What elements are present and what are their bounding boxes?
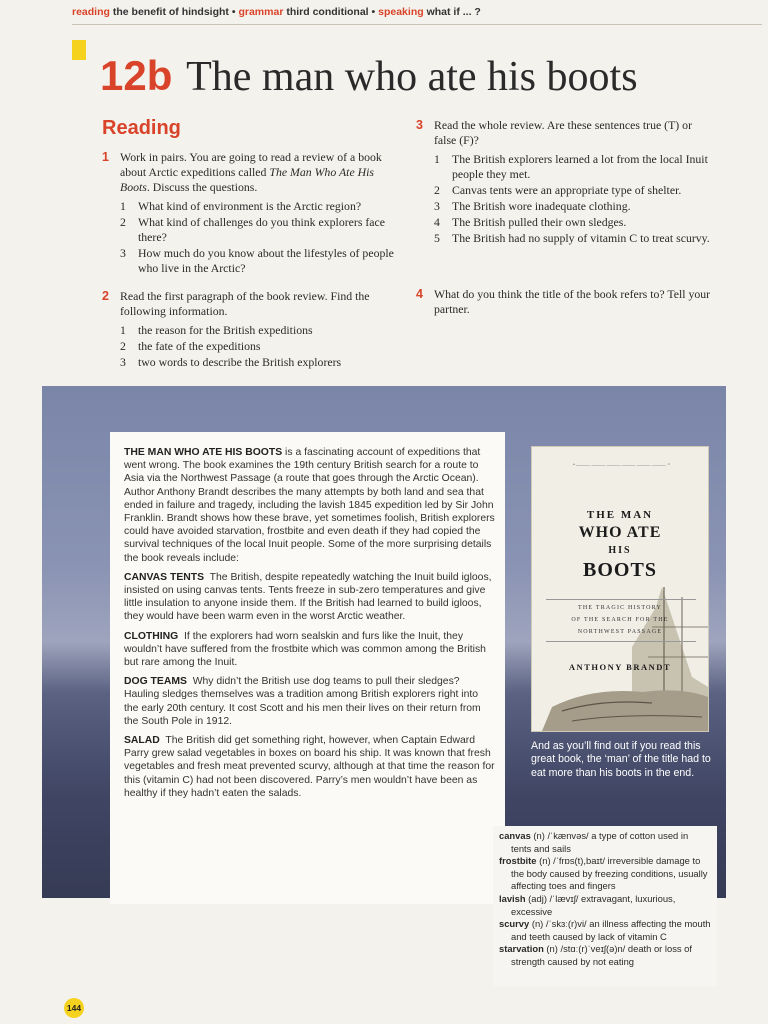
- review-text: If the explorers had worn sealskin and furs like the Inuit, they wouldn’t have suffered from the frostbite which was common among the British but rare among the Inuit.: [124, 630, 486, 669]
- photo-caption: And as you’ll find out if you read this great book, the ‘man’ of the title had to eat more than his boots in the end.: [531, 740, 711, 779]
- list-item: [120, 215, 402, 245]
- item-text: the fate of the expeditions: [138, 339, 261, 353]
- glossary-definition: (adj) /ˈlævɪʃ/ extravagant, luxurious, excessive: [511, 892, 676, 917]
- glossary-entry: [499, 830, 711, 855]
- review-text: Why didn’t the British use dog teams to pull their sledges? Hauling sledges themselves was a tradition among British explorers right into the early 20th century. It cost Scott and his men their lives on their return from the South Pole in 1912.: [124, 676, 481, 727]
- page-number: 144: [64, 998, 84, 1018]
- item-number: 3: [120, 246, 126, 260]
- glossary-entry: [499, 893, 711, 918]
- glossary-definition: (n) /ˈfrɒs(t),baɪt/ irreversible damage to the body caused by freezing conditions, usually affecting toes and fingers: [511, 855, 708, 892]
- cover-author: ANTHONY BRANDT: [568, 662, 672, 672]
- list-item: [434, 231, 716, 246]
- task-instruction: Read the first paragraph of the book review. Find the following information.: [120, 289, 370, 318]
- task-2: [102, 289, 402, 371]
- item-text: two words to describe the British explorers: [138, 355, 342, 369]
- item-text: What kind of challenges do you think explorers face there?: [138, 215, 385, 244]
- review-section: [124, 734, 495, 800]
- header-separator: •: [371, 6, 376, 18]
- list-item: [120, 199, 402, 214]
- review-text: The British did get something right, however, when Captain Edward Parry grew salad vegetables in boxes on board his ship. It was known that fresh vegetables and fresh meat prevented scurvy, although at that time the reason for this (vitamin C) had not been discovered. Parry’s men wouldn’t have been as healthy if they hadn’t eaten the salads.: [124, 735, 495, 799]
- review-section: [124, 675, 495, 728]
- review-lead: THE MAN WHO ATE HIS BOOTS: [124, 447, 283, 458]
- cover-title-line: HIS: [608, 545, 632, 556]
- review-section-heading: DOG TEAMS: [124, 676, 187, 688]
- list-item: [120, 246, 402, 276]
- item-text: The British pulled their own sledges.: [452, 215, 627, 229]
- lesson-code: 12b: [100, 52, 173, 99]
- task-number: 1: [102, 150, 109, 164]
- cover-rule: [546, 599, 696, 600]
- task-4: [416, 287, 716, 317]
- book-cover: [531, 446, 709, 732]
- item-number: 3: [434, 199, 440, 213]
- task-1: [102, 150, 402, 277]
- section-heading: Reading: [102, 117, 181, 139]
- glossary-word: lavish: [499, 892, 526, 904]
- glossary-definition: (n) /stɑː(r)ˈveɪʃ(ə)n/ death or loss of strength caused by not eating: [511, 943, 692, 967]
- header-topic: third conditional: [286, 6, 369, 18]
- list-item: [434, 152, 716, 182]
- header-keyword: grammar: [238, 6, 284, 18]
- header-separator: •: [231, 6, 236, 18]
- item-number: 1: [120, 199, 126, 213]
- item-number: 3: [120, 355, 126, 369]
- item-text: The British explorers learned a lot from the local Inuit people they met.: [452, 152, 708, 181]
- glossary-entry: [499, 855, 711, 893]
- task-instruction: [102, 150, 402, 195]
- task-number: 4: [416, 287, 423, 301]
- cover-subtitle-line: OF THE SEARCH FOR THE: [571, 617, 669, 623]
- true-false-list: [416, 152, 716, 246]
- glossary-word: frostbite: [499, 855, 537, 867]
- item-text: What kind of environment is the Arctic region?: [138, 199, 362, 213]
- list-item: [434, 183, 716, 198]
- glossary-word: scurvy: [499, 918, 530, 930]
- glossary-word: canvas: [499, 830, 531, 841]
- task-text: Work in pairs. You are going to read a review of a book about Arctic expeditions called: [120, 150, 382, 179]
- unit-tab-marker: [72, 40, 86, 60]
- review-section-heading: CANVAS TENTS: [124, 571, 205, 583]
- task-instruction: What do you think the title of the book refers to? Tell your partner.: [434, 287, 711, 316]
- item-text: The British had no supply of vitamin C to treat scurvy.: [452, 231, 710, 245]
- item-text: The British wore inadequate clothing.: [452, 199, 631, 213]
- task-number: 3: [416, 118, 423, 132]
- glossary-word: starvation: [499, 943, 544, 955]
- cover-subtitle-line: NORTHWEST PASSAGE: [577, 629, 663, 635]
- glossary-box: [493, 826, 717, 986]
- glossary-definition: (n) /ˈskɜː(r)vi/ an illness affecting the mouth and teeth caused by lack of vitamin C: [511, 918, 711, 942]
- review-section-heading: CLOTHING: [124, 630, 179, 642]
- list-item: [120, 339, 402, 354]
- item-text: Canvas tents were an appropriate type of shelter.: [452, 183, 682, 197]
- cover-subtitle-line: THE TRAGIC HISTORY: [577, 605, 663, 611]
- review-section: [124, 571, 495, 624]
- item-number: 2: [434, 183, 440, 197]
- question-list: [102, 323, 402, 370]
- item-number: 2: [120, 339, 126, 353]
- item-number: 2: [120, 215, 126, 229]
- review-text: The British, despite repeatedly watching the Inuit build igloos, insisted on using canvas tents. Tents freeze in sub-zero temperatures and give little insulation to anyone inside them. If the British had learned to build igloos, they would have been warm even in the worst Arctic weather.: [124, 571, 492, 623]
- question-list: [102, 199, 402, 276]
- cover-title-line: WHO ATE: [578, 524, 662, 541]
- cover-title-line: BOOTS: [583, 559, 657, 581]
- item-number: 4: [434, 215, 440, 229]
- cover-rule: [546, 641, 696, 642]
- header-topic: the benefit of hindsight: [112, 6, 229, 18]
- item-number: 1: [120, 323, 126, 337]
- task-3: [416, 118, 716, 247]
- header-topic: what if ... ?: [426, 6, 481, 18]
- book-title-ref: The Man Who Ate His Boots: [120, 165, 375, 194]
- item-number: 1: [434, 152, 440, 166]
- task-instruction: Read the whole review. Are these sentences true (T) or false (F)?: [434, 118, 693, 147]
- lesson-title-text: The man who ate his boots: [186, 54, 638, 100]
- review-section: [124, 630, 495, 670]
- review-section-heading: SALAD: [124, 735, 160, 747]
- task-number: 2: [102, 289, 109, 303]
- glossary-definition: (n) /ˈkænvəs/ a type of cotton used in tents and sails: [511, 830, 689, 854]
- item-number: 5: [434, 231, 440, 245]
- task-text: . Discuss the questions.: [146, 180, 258, 194]
- list-item: [120, 323, 402, 338]
- review-intro: [124, 446, 495, 565]
- book-review-panel: [110, 432, 505, 904]
- header-keyword: speaking: [378, 6, 424, 18]
- glossary-entry: [499, 943, 711, 968]
- item-text: How much do you know about the lifestyles of people who live in the Arctic?: [138, 246, 394, 275]
- item-text: the reason for the British expeditions: [138, 323, 313, 337]
- cover-blurb: “ ——— ——— ——— ——— ——— ——— ”: [572, 463, 670, 469]
- cover-title-line: THE MAN: [586, 509, 654, 521]
- list-item: [434, 215, 716, 230]
- header-keyword: reading: [72, 6, 110, 18]
- page-title: [100, 52, 638, 101]
- header-divider: [72, 24, 762, 25]
- review-text: is a fascinating account of expeditions that went wrong. The book examines the 19th century British search for a route to Asia via the Northwest Passage (a route that goes through the Arctic Ocean). Author Anthony Brandt describes the many attempts by both land and sea that ended in failure and tragedy, including the lavish 1845 expedition led by Sir John Franklin. Brandt shows how these brave, yet sometimes foolish, British explorers could have avoided starvation, frostbite and even death if they had copied the survival techniques of the local Inuit people. Some of the more surprising details the book reveals include:: [124, 447, 495, 564]
- lesson-header: [72, 6, 672, 18]
- list-item: [120, 355, 402, 370]
- list-item: [434, 199, 716, 214]
- glossary-entry: [499, 918, 711, 943]
